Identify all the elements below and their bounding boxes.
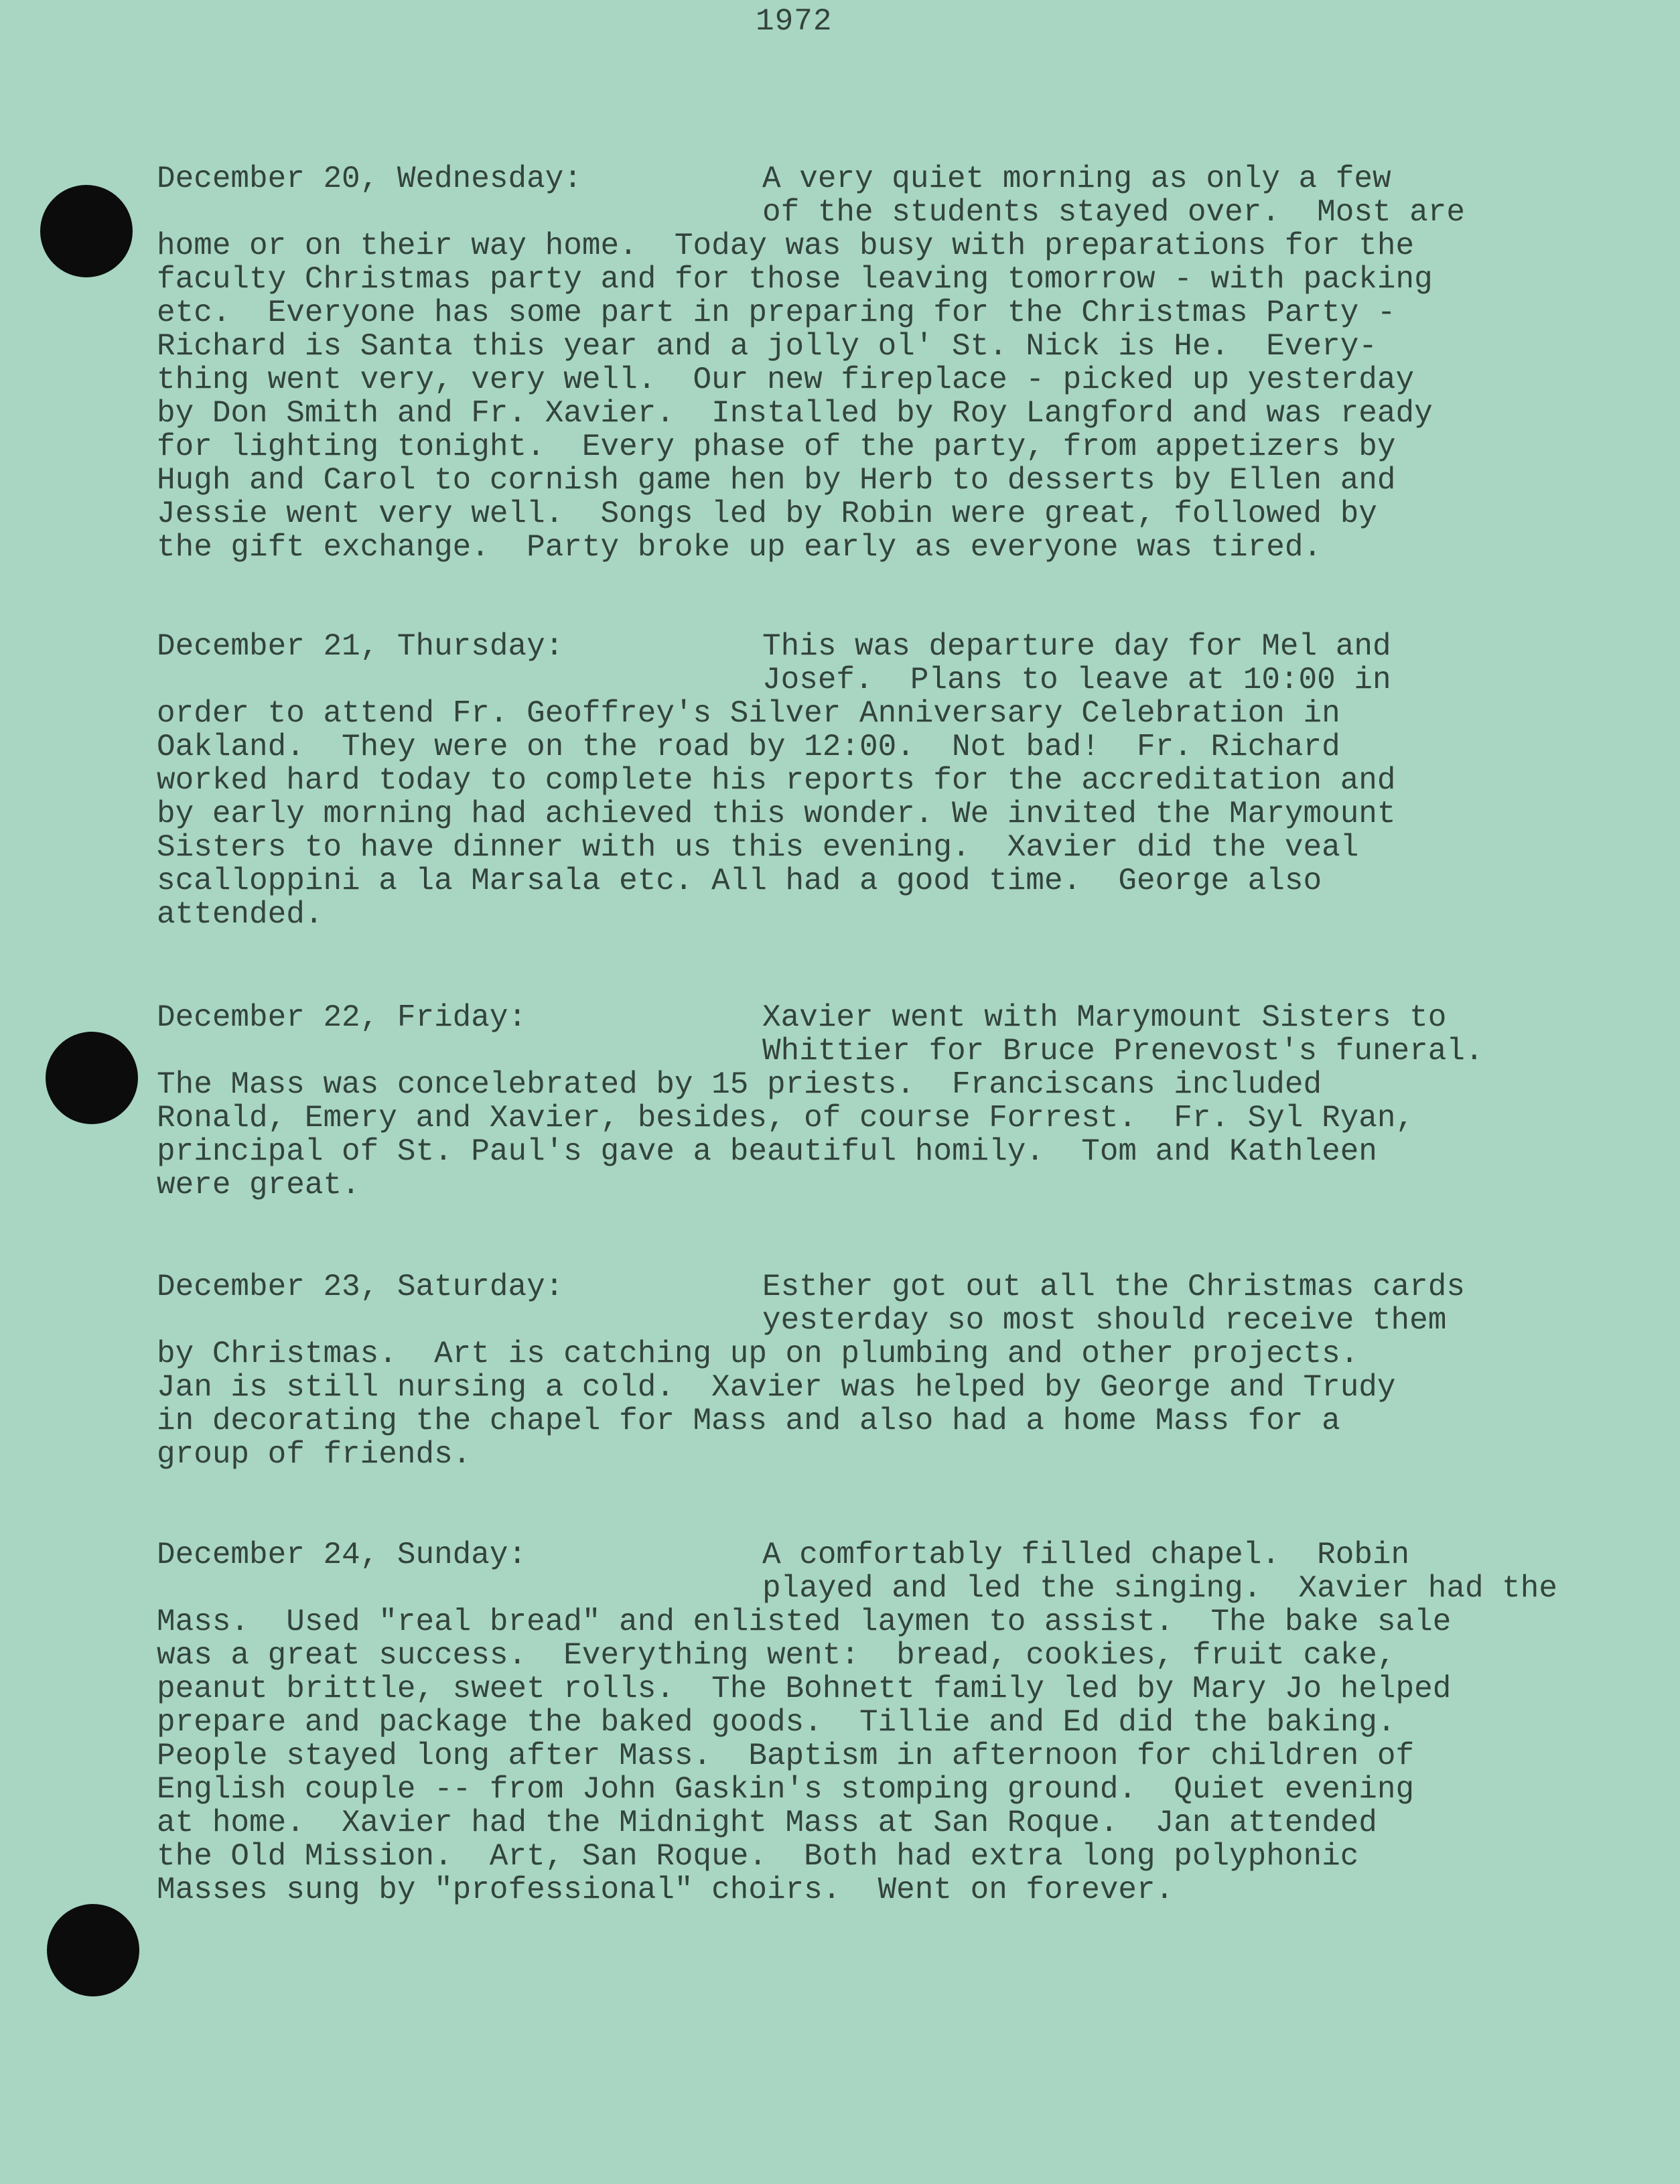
entry-line: yesterday so most should receive them <box>762 1303 1447 1338</box>
entry-line: by Don Smith and Fr. Xavier. Installed by Roy Langford and was ready <box>157 396 1433 431</box>
entry-line: Xavier went with Marymount Sisters to <box>762 1000 1447 1035</box>
entry-line: order to attend Fr. Geoffrey's Silver Anniversary Celebration in <box>157 696 1340 731</box>
entry-line: Oakland. They were on the road by 12:00. Not bad! Fr. Richard <box>157 730 1340 764</box>
entry-line: by early morning had achieved this wonder. We invited the Marymount <box>157 797 1396 831</box>
diary-entry <box>157 162 1657 564</box>
entry-line: Jessie went very well. Songs led by Robin were great, followed by <box>157 496 1377 531</box>
diary-entry <box>157 1001 1657 1202</box>
entry-line: Hugh and Carol to cornish game hen by Herb to desserts by Ellen and <box>157 463 1396 498</box>
punch-hole <box>47 1904 139 1996</box>
entry-line: in decorating the chapel for Mass and also had a home Mass for a <box>157 1404 1340 1438</box>
entry-line: the gift exchange. Party broke up early as everyone was tired. <box>157 530 1322 565</box>
entry-line: for lighting tonight. Every phase of the party, from appetizers by <box>157 429 1396 464</box>
entry-line: attended. <box>157 897 324 932</box>
entry-line: prepare and package the baked goods. Tillie and Ed did the baking. <box>157 1705 1396 1740</box>
diary-entry <box>157 630 1657 931</box>
entry-line: worked hard today to complete his reports for the accreditation and <box>157 763 1396 798</box>
diary-entry <box>157 1270 1657 1471</box>
entry-line: home or on their way home. Today was busy with preparations for the <box>157 228 1415 263</box>
entry-line: was a great success. Everything went: bread, cookies, fruit cake, <box>157 1638 1396 1673</box>
entry-line: Richard is Santa this year and a jolly ol' St. Nick is He. Every- <box>157 329 1377 364</box>
entry-line: Josef. Plans to leave at 10:00 in <box>762 663 1391 697</box>
entry-line: Esther got out all the Christmas cards <box>762 1270 1465 1304</box>
entry-date: December 23, Saturday: <box>157 1270 564 1304</box>
entry-line: played and led the singing. Xavier had the <box>762 1571 1557 1606</box>
entry-line: faculty Christmas party and for those leaving tomorrow - with packing <box>157 262 1433 297</box>
entry-line: The Mass was concelebrated by 15 priests. Franciscans included <box>157 1067 1322 1102</box>
entry-line: by Christmas. Art is catching up on plumbing and other projects. <box>157 1337 1359 1371</box>
entry-line: Mass. Used "real bread" and enlisted laymen to assist. The bake sale <box>157 1605 1452 1639</box>
entry-line: Sisters to have dinner with us this evening. Xavier did the veal <box>157 830 1359 865</box>
entry-line: Whittier for Bruce Prenevost's funeral. <box>762 1034 1484 1069</box>
entry-line: Jan is still nursing a cold. Xavier was helped by George and Trudy <box>157 1370 1396 1405</box>
punch-hole <box>46 1032 138 1124</box>
entry-line: group of friends. <box>157 1437 472 1472</box>
entry-date: December 24, Sunday: <box>157 1538 527 1572</box>
page-year: 1972 <box>756 4 833 39</box>
entry-line: of the students stayed over. Most are <box>762 195 1465 230</box>
entry-line: This was departure day for Mel and <box>762 629 1391 664</box>
entry-line: the Old Mission. Art, San Roque. Both had extra long polyphonic <box>157 1839 1359 1874</box>
entry-line: at home. Xavier had the Midnight Mass at San Roque. Jan attended <box>157 1805 1377 1840</box>
entry-line: etc. Everyone has some part in preparing for the Christmas Party - <box>157 295 1396 330</box>
entry-line: People stayed long after Mass. Baptism in afternoon for children of <box>157 1738 1415 1773</box>
entry-line: scalloppini a la Marsala etc. All had a good time. George also <box>157 864 1322 898</box>
entry-line: principal of St. Paul's gave a beautiful homily. Tom and Kathleen <box>157 1134 1377 1169</box>
entry-line: Ronald, Emery and Xavier, besides, of course Forrest. Fr. Syl Ryan, <box>157 1101 1415 1136</box>
entry-line: A comfortably filled chapel. Robin <box>762 1538 1410 1572</box>
entry-date: December 22, Friday: <box>157 1000 527 1035</box>
entry-line: English couple -- from John Gaskin's stomping ground. Quiet evening <box>157 1772 1415 1807</box>
entry-line: thing went very, very well. Our new fireplace - picked up yesterday <box>157 362 1415 397</box>
entry-line: were great. <box>157 1168 360 1203</box>
punch-hole <box>40 185 133 277</box>
entry-line: Masses sung by "professional" choirs. Went on forever. <box>157 1872 1174 1907</box>
diary-entry <box>157 1538 1657 1907</box>
entry-date: December 21, Thursday: <box>157 629 564 664</box>
entry-line: A very quiet morning as only a few <box>762 161 1391 196</box>
entry-date: December 20, Wednesday: <box>157 161 582 196</box>
entry-line: peanut brittle, sweet rolls. The Bohnett family led by Mary Jo helped <box>157 1671 1452 1706</box>
